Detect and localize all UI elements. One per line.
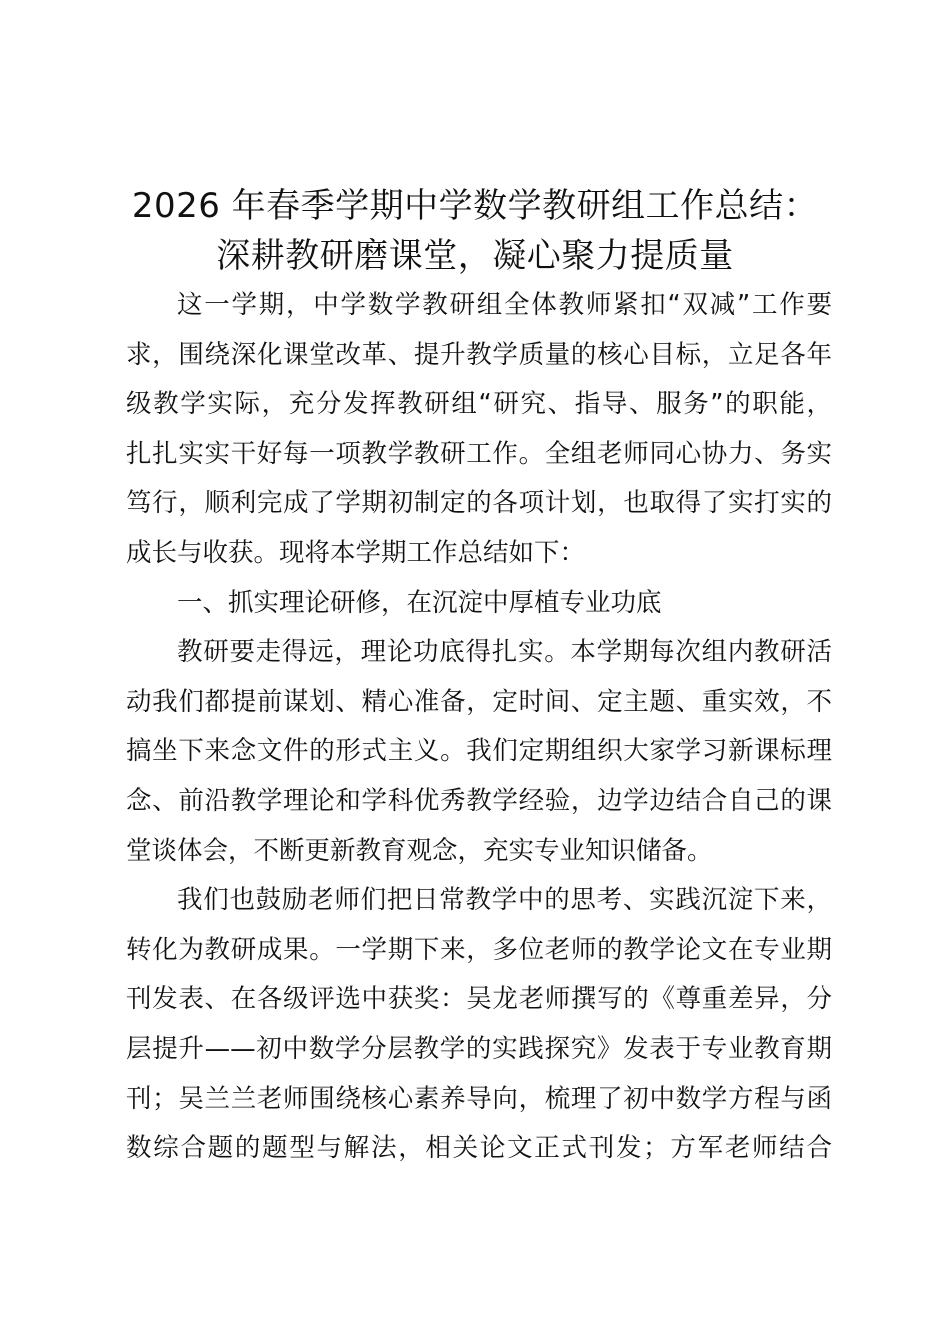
- text-line: 成长与收获。现将本学期工作总结如下：: [126, 537, 586, 568]
- text-line: 动我们都提前谋划、精心准备，定时间、定主题、重实效，不: [126, 686, 832, 717]
- text-line: 转化为教研成果。一学期下来，多位老师的教学论文在专业期: [126, 934, 832, 965]
- text-line: 搞坐下来念文件的形式主义。我们定期组织大家学习新课标理: [126, 736, 832, 767]
- text-line: 层提升——初中数学分层教学的实践探究》发表于专业教育期: [126, 1033, 832, 1064]
- document-title-line1: 2026 年春季学期中学数学教研组工作总结：: [131, 186, 819, 226]
- text-line: 求，围绕深化课堂改革、提升教学质量的核心目标，立足各年: [126, 339, 832, 370]
- text-line: 堂谈体会，不断更新教育观念，充实专业知识储备。: [126, 835, 713, 866]
- section-heading-1: 一、抓实理论研修，在沉淀中厚植专业功底: [177, 587, 662, 618]
- text-line: 扎扎实实干好每一项教学教研工作。全组老师同心协力、务实: [126, 438, 832, 469]
- text-line: 刊发表、在各级评选中获奖：吴龙老师撰写的《尊重差异，分: [126, 984, 832, 1015]
- text-line: 刊；吴兰兰老师围绕核心素养导向，梳理了初中数学方程与函: [126, 1083, 832, 1114]
- text-line: 数综合题的题型与解法，相关论文正式刊发；方军老师结合: [126, 1133, 832, 1164]
- document-body: [126, 281, 832, 1174]
- section1-paragraph-1: [126, 628, 832, 876]
- section1-paragraph-2: [126, 876, 832, 1174]
- text-line: 教研要走得远，理论功底得扎实。本学期每次组内教研活: [177, 637, 832, 668]
- text-line: 笃行，顺利完成了学期初制定的各项计划，也取得了实打实的: [126, 488, 832, 519]
- document-title-line2: 深耕教研磨课堂，凝心聚力提质量: [216, 236, 734, 276]
- text-line: 级教学实际，充分发挥教研组“研究、指导、服务”的职能，: [126, 389, 832, 420]
- intro-paragraph: [126, 281, 832, 579]
- text-line: 念、前沿教学理论和学科优秀教学经验，边学边结合自己的课: [126, 785, 832, 816]
- text-line: 我们也鼓励老师们把日常教学中的思考、实践沉淀下来，: [177, 885, 832, 916]
- text-line: 这一学期，中学数学教研组全体教师紧扣“双减”工作要: [177, 290, 832, 320]
